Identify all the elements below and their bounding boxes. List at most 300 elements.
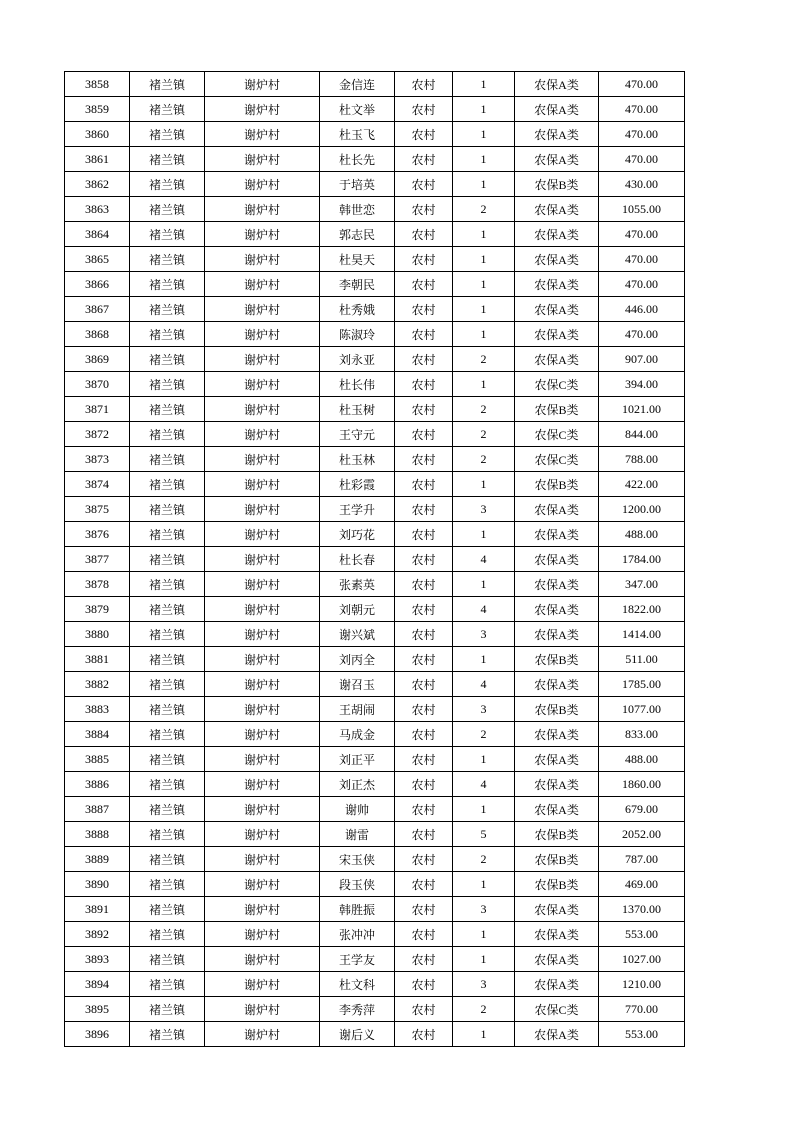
cell-row-id: 3861 [65,147,130,172]
cell-person-name: 谢后义 [320,1022,395,1047]
cell-town: 褚兰镇 [130,297,205,322]
cell-amount: 553.00 [599,922,685,947]
table-row [65,547,685,572]
cell-person-count: 1 [453,172,515,197]
cell-person-count: 1 [453,747,515,772]
table-row [65,372,685,397]
cell-category: 农村 [395,397,453,422]
cell-person-name: 李秀萍 [320,997,395,1022]
table-row [65,622,685,647]
cell-town: 褚兰镇 [130,547,205,572]
cell-row-id: 3864 [65,222,130,247]
cell-person-count: 1 [453,272,515,297]
cell-town: 褚兰镇 [130,972,205,997]
cell-person-name: 谢雷 [320,822,395,847]
cell-person-count: 2 [453,197,515,222]
cell-person-count: 4 [453,672,515,697]
table-row [65,497,685,522]
cell-amount: 1210.00 [599,972,685,997]
cell-village: 谢炉村 [205,72,320,97]
cell-insurance-type: 农保C类 [515,372,599,397]
cell-person-name: 杜长春 [320,547,395,572]
cell-amount: 488.00 [599,747,685,772]
cell-amount: 470.00 [599,222,685,247]
cell-town: 褚兰镇 [130,172,205,197]
cell-town: 褚兰镇 [130,497,205,522]
cell-amount: 422.00 [599,472,685,497]
cell-amount: 1021.00 [599,397,685,422]
cell-person-count: 1 [453,472,515,497]
cell-category: 农村 [395,172,453,197]
cell-row-id: 3860 [65,122,130,147]
cell-row-id: 3882 [65,672,130,697]
cell-town: 褚兰镇 [130,747,205,772]
cell-person-name: 王胡闹 [320,697,395,722]
cell-person-name: 韩胜振 [320,897,395,922]
cell-person-name: 杜文科 [320,972,395,997]
cell-person-name: 王学升 [320,497,395,522]
cell-town: 褚兰镇 [130,822,205,847]
cell-person-count: 1 [453,322,515,347]
table-row [65,722,685,747]
cell-row-id: 3891 [65,897,130,922]
cell-insurance-type: 农保A类 [515,497,599,522]
cell-amount: 470.00 [599,272,685,297]
cell-town: 褚兰镇 [130,197,205,222]
cell-category: 农村 [395,297,453,322]
cell-person-count: 3 [453,497,515,522]
cell-town: 褚兰镇 [130,847,205,872]
cell-amount: 770.00 [599,997,685,1022]
cell-village: 谢炉村 [205,297,320,322]
table-row [65,97,685,122]
cell-amount: 788.00 [599,447,685,472]
cell-town: 褚兰镇 [130,147,205,172]
cell-row-id: 3879 [65,597,130,622]
cell-person-count: 1 [453,922,515,947]
cell-row-id: 3896 [65,1022,130,1047]
cell-row-id: 3867 [65,297,130,322]
cell-row-id: 3893 [65,947,130,972]
cell-village: 谢炉村 [205,947,320,972]
cell-category: 农村 [395,772,453,797]
cell-person-name: 杜昊天 [320,247,395,272]
cell-village: 谢炉村 [205,322,320,347]
table-body [65,72,685,1047]
cell-village: 谢炉村 [205,147,320,172]
cell-town: 褚兰镇 [130,647,205,672]
cell-person-name: 杜彩霞 [320,472,395,497]
cell-town: 褚兰镇 [130,572,205,597]
cell-row-id: 3871 [65,397,130,422]
cell-category: 农村 [395,597,453,622]
cell-row-id: 3875 [65,497,130,522]
cell-insurance-type: 农保B类 [515,647,599,672]
cell-person-count: 1 [453,372,515,397]
cell-row-id: 3874 [65,472,130,497]
cell-person-name: 谢兴斌 [320,622,395,647]
cell-person-name: 马成金 [320,722,395,747]
table-row [65,697,685,722]
cell-person-name: 段玉侠 [320,872,395,897]
cell-person-name: 杜长伟 [320,372,395,397]
cell-row-id: 3884 [65,722,130,747]
cell-insurance-type: 农保A类 [515,722,599,747]
cell-insurance-type: 农保A类 [515,597,599,622]
cell-village: 谢炉村 [205,397,320,422]
cell-amount: 1055.00 [599,197,685,222]
cell-row-id: 3870 [65,372,130,397]
cell-person-name: 谢召玉 [320,672,395,697]
cell-village: 谢炉村 [205,522,320,547]
table-row [65,172,685,197]
cell-category: 农村 [395,622,453,647]
table-row [65,947,685,972]
cell-insurance-type: 农保B类 [515,172,599,197]
cell-row-id: 3859 [65,97,130,122]
cell-row-id: 3889 [65,847,130,872]
cell-person-count: 5 [453,822,515,847]
cell-amount: 488.00 [599,522,685,547]
cell-person-count: 1 [453,522,515,547]
cell-row-id: 3869 [65,347,130,372]
cell-person-count: 1 [453,222,515,247]
cell-village: 谢炉村 [205,172,320,197]
cell-town: 褚兰镇 [130,122,205,147]
cell-insurance-type: 农保B类 [515,697,599,722]
cell-category: 农村 [395,572,453,597]
cell-village: 谢炉村 [205,472,320,497]
table-row [65,197,685,222]
cell-amount: 1414.00 [599,622,685,647]
cell-village: 谢炉村 [205,622,320,647]
cell-person-name: 金信连 [320,72,395,97]
cell-town: 褚兰镇 [130,672,205,697]
cell-town: 褚兰镇 [130,922,205,947]
cell-insurance-type: 农保A类 [515,197,599,222]
data-table [64,71,685,1047]
cell-amount: 1860.00 [599,772,685,797]
cell-person-count: 4 [453,597,515,622]
cell-category: 农村 [395,372,453,397]
cell-insurance-type: 农保B类 [515,872,599,897]
table-row [65,272,685,297]
cell-amount: 553.00 [599,1022,685,1047]
cell-category: 农村 [395,847,453,872]
cell-row-id: 3892 [65,922,130,947]
cell-village: 谢炉村 [205,547,320,572]
cell-person-name: 刘朝元 [320,597,395,622]
cell-insurance-type: 农保A类 [515,772,599,797]
cell-person-count: 3 [453,697,515,722]
cell-person-count: 2 [453,347,515,372]
table-row [65,997,685,1022]
cell-person-count: 2 [453,447,515,472]
cell-person-count: 2 [453,397,515,422]
table-row [65,72,685,97]
cell-town: 褚兰镇 [130,372,205,397]
cell-category: 农村 [395,447,453,472]
cell-town: 褚兰镇 [130,897,205,922]
cell-village: 谢炉村 [205,572,320,597]
table-row [65,672,685,697]
cell-village: 谢炉村 [205,847,320,872]
cell-town: 褚兰镇 [130,72,205,97]
cell-village: 谢炉村 [205,497,320,522]
cell-person-name: 宋玉侠 [320,847,395,872]
cell-person-count: 1 [453,147,515,172]
table-sheet [64,71,685,1047]
cell-amount: 679.00 [599,797,685,822]
cell-person-name: 于培英 [320,172,395,197]
table-row [65,572,685,597]
cell-village: 谢炉村 [205,972,320,997]
cell-person-name: 杜玉飞 [320,122,395,147]
cell-insurance-type: 农保A类 [515,297,599,322]
table-row [65,147,685,172]
cell-row-id: 3866 [65,272,130,297]
cell-amount: 907.00 [599,347,685,372]
table-row [65,972,685,997]
cell-category: 农村 [395,522,453,547]
cell-category: 农村 [395,122,453,147]
cell-person-count: 1 [453,297,515,322]
cell-insurance-type: 农保A类 [515,147,599,172]
cell-village: 谢炉村 [205,422,320,447]
cell-category: 农村 [395,247,453,272]
cell-person-name: 刘巧花 [320,522,395,547]
cell-insurance-type: 农保A类 [515,747,599,772]
table-row [65,647,685,672]
cell-person-count: 3 [453,622,515,647]
cell-row-id: 3862 [65,172,130,197]
cell-village: 谢炉村 [205,822,320,847]
cell-row-id: 3887 [65,797,130,822]
cell-amount: 347.00 [599,572,685,597]
cell-category: 农村 [395,722,453,747]
table-row [65,847,685,872]
table-row [65,397,685,422]
cell-person-name: 刘正平 [320,747,395,772]
cell-insurance-type: 农保A类 [515,97,599,122]
cell-row-id: 3865 [65,247,130,272]
cell-town: 褚兰镇 [130,522,205,547]
cell-insurance-type: 农保A类 [515,797,599,822]
cell-row-id: 3868 [65,322,130,347]
cell-town: 褚兰镇 [130,997,205,1022]
cell-person-name: 郭志民 [320,222,395,247]
table-row [65,1022,685,1047]
cell-person-count: 1 [453,247,515,272]
cell-insurance-type: 农保A类 [515,972,599,997]
cell-person-count: 1 [453,572,515,597]
cell-person-count: 4 [453,772,515,797]
cell-amount: 833.00 [599,722,685,747]
cell-amount: 470.00 [599,247,685,272]
cell-person-name: 李朝民 [320,272,395,297]
cell-village: 谢炉村 [205,222,320,247]
cell-insurance-type: 农保A类 [515,572,599,597]
cell-town: 褚兰镇 [130,697,205,722]
cell-amount: 844.00 [599,422,685,447]
table-row [65,522,685,547]
cell-village: 谢炉村 [205,447,320,472]
cell-person-name: 杜玉树 [320,397,395,422]
cell-person-name: 杜秀娥 [320,297,395,322]
table-row [65,597,685,622]
cell-village: 谢炉村 [205,1022,320,1047]
cell-village: 谢炉村 [205,672,320,697]
table-row [65,747,685,772]
cell-town: 褚兰镇 [130,797,205,822]
cell-village: 谢炉村 [205,597,320,622]
cell-person-count: 2 [453,722,515,747]
cell-insurance-type: 农保B类 [515,822,599,847]
cell-amount: 1784.00 [599,547,685,572]
cell-amount: 787.00 [599,847,685,872]
table-row [65,797,685,822]
table-row [65,872,685,897]
cell-insurance-type: 农保A类 [515,922,599,947]
cell-person-name: 杜长先 [320,147,395,172]
cell-category: 农村 [395,97,453,122]
cell-category: 农村 [395,872,453,897]
cell-person-count: 1 [453,872,515,897]
cell-amount: 470.00 [599,97,685,122]
cell-row-id: 3858 [65,72,130,97]
cell-row-id: 3895 [65,997,130,1022]
cell-insurance-type: 农保A类 [515,897,599,922]
cell-person-count: 1 [453,647,515,672]
table-row [65,447,685,472]
table-row [65,347,685,372]
cell-insurance-type: 农保B类 [515,847,599,872]
cell-amount: 1785.00 [599,672,685,697]
cell-insurance-type: 农保A类 [515,522,599,547]
cell-amount: 1370.00 [599,897,685,922]
cell-insurance-type: 农保A类 [515,222,599,247]
cell-category: 农村 [395,322,453,347]
table-row [65,897,685,922]
cell-amount: 1822.00 [599,597,685,622]
cell-town: 褚兰镇 [130,272,205,297]
cell-town: 褚兰镇 [130,1022,205,1047]
cell-category: 农村 [395,347,453,372]
cell-category: 农村 [395,797,453,822]
cell-village: 谢炉村 [205,247,320,272]
cell-insurance-type: 农保A类 [515,947,599,972]
cell-town: 褚兰镇 [130,247,205,272]
cell-village: 谢炉村 [205,647,320,672]
cell-amount: 446.00 [599,297,685,322]
cell-row-id: 3883 [65,697,130,722]
cell-insurance-type: 农保B类 [515,472,599,497]
cell-person-name: 韩世恋 [320,197,395,222]
cell-person-count: 3 [453,972,515,997]
cell-person-count: 1 [453,72,515,97]
cell-person-name: 刘丙全 [320,647,395,672]
table-row [65,122,685,147]
cell-village: 谢炉村 [205,772,320,797]
cell-person-name: 张冲冲 [320,922,395,947]
cell-town: 褚兰镇 [130,772,205,797]
cell-category: 农村 [395,897,453,922]
cell-person-name: 杜文举 [320,97,395,122]
cell-row-id: 3877 [65,547,130,572]
cell-amount: 469.00 [599,872,685,897]
cell-town: 褚兰镇 [130,222,205,247]
cell-amount: 470.00 [599,322,685,347]
cell-village: 谢炉村 [205,872,320,897]
cell-row-id: 3888 [65,822,130,847]
cell-person-name: 王守元 [320,422,395,447]
cell-row-id: 3876 [65,522,130,547]
cell-village: 谢炉村 [205,372,320,397]
cell-town: 褚兰镇 [130,472,205,497]
cell-village: 谢炉村 [205,347,320,372]
cell-category: 农村 [395,697,453,722]
cell-category: 农村 [395,272,453,297]
cell-insurance-type: 农保A类 [515,672,599,697]
cell-insurance-type: 农保A类 [515,347,599,372]
cell-category: 农村 [395,197,453,222]
cell-category: 农村 [395,472,453,497]
table-row [65,922,685,947]
cell-town: 褚兰镇 [130,722,205,747]
cell-village: 谢炉村 [205,97,320,122]
cell-amount: 394.00 [599,372,685,397]
cell-village: 谢炉村 [205,797,320,822]
cell-person-count: 1 [453,797,515,822]
cell-insurance-type: 农保C类 [515,422,599,447]
cell-village: 谢炉村 [205,747,320,772]
cell-amount: 1200.00 [599,497,685,522]
cell-amount: 1027.00 [599,947,685,972]
cell-row-id: 3885 [65,747,130,772]
cell-village: 谢炉村 [205,897,320,922]
cell-person-count: 2 [453,997,515,1022]
cell-person-count: 2 [453,422,515,447]
cell-village: 谢炉村 [205,697,320,722]
cell-person-count: 1 [453,947,515,972]
cell-person-count: 3 [453,897,515,922]
cell-category: 农村 [395,922,453,947]
cell-amount: 470.00 [599,122,685,147]
table-row [65,772,685,797]
table-row [65,297,685,322]
cell-person-name: 刘永亚 [320,347,395,372]
cell-row-id: 3881 [65,647,130,672]
cell-row-id: 3863 [65,197,130,222]
cell-category: 农村 [395,147,453,172]
cell-amount: 2052.00 [599,822,685,847]
cell-village: 谢炉村 [205,122,320,147]
cell-person-count: 4 [453,547,515,572]
cell-village: 谢炉村 [205,197,320,222]
cell-category: 农村 [395,997,453,1022]
table-row [65,222,685,247]
cell-amount: 430.00 [599,172,685,197]
cell-insurance-type: 农保A类 [515,122,599,147]
cell-row-id: 3890 [65,872,130,897]
cell-insurance-type: 农保A类 [515,622,599,647]
cell-category: 农村 [395,222,453,247]
cell-insurance-type: 农保C类 [515,447,599,472]
cell-person-name: 刘正杰 [320,772,395,797]
cell-village: 谢炉村 [205,922,320,947]
cell-insurance-type: 农保A类 [515,1022,599,1047]
cell-category: 农村 [395,647,453,672]
